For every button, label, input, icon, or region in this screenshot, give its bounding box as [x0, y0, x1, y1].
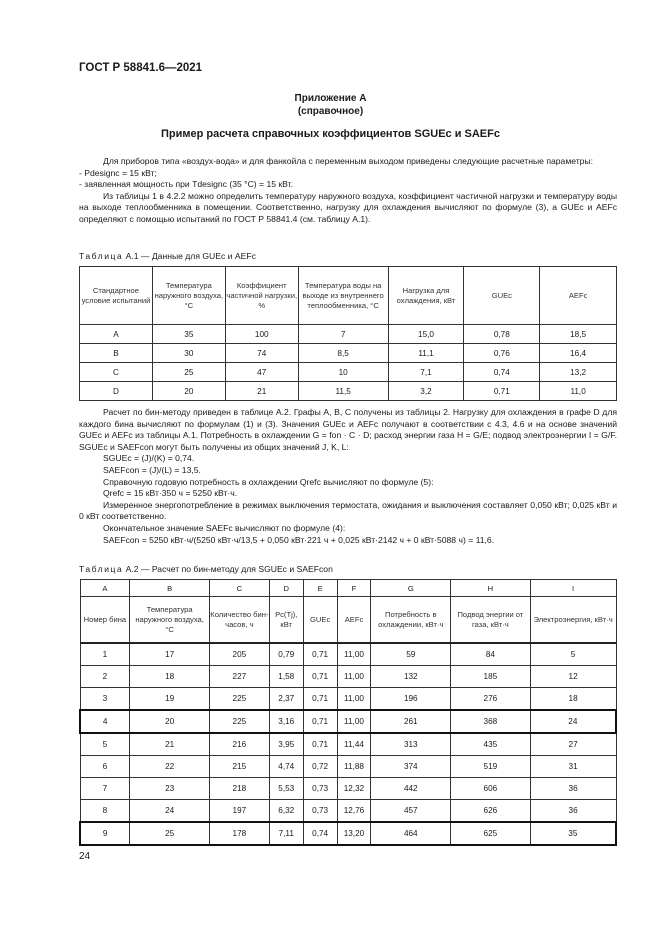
table2-caption: [79, 564, 333, 574]
table2-header-cell: AEFc: [337, 597, 371, 644]
table1-header-cell: Температура наружного воздуха, °С: [152, 267, 225, 325]
table-a1: [79, 266, 617, 401]
table-cell: 3,95: [269, 733, 303, 756]
table-cell: 16,4: [540, 344, 617, 363]
table-cell: 12,32: [337, 778, 371, 800]
table-cell: 276: [451, 688, 531, 711]
table-row: [80, 800, 616, 823]
table-cell: 0,71: [303, 710, 337, 733]
table-row: [80, 363, 617, 382]
table-row: [80, 756, 616, 778]
table2-letter-cell: B: [130, 580, 210, 597]
table2-letter-cell: A: [80, 580, 130, 597]
table1-header-cell: AEFc: [540, 267, 617, 325]
table-cell: 11,0: [540, 382, 617, 401]
table-cell: 205: [209, 643, 269, 666]
intro-paragraph-1: Для приборов типа «воздух-вода» и для фанкойла с переменным выходом приведены следующие расчетные параметры:: [103, 156, 593, 166]
table-cell: 18,5: [540, 325, 617, 344]
table-a2: [79, 579, 617, 846]
table-cell: 11,44: [337, 733, 371, 756]
table-row: [80, 666, 616, 688]
table-cell: 11,00: [337, 710, 371, 733]
table2-letter-cell: E: [303, 580, 337, 597]
table2-caption-prefix: Таблица: [79, 564, 124, 574]
table-cell: 11,00: [337, 643, 371, 666]
section-heading: Пример расчета справочных коэффициентов SGUEc и SAEFc: [161, 128, 500, 140]
table-cell: 185: [451, 666, 531, 688]
intro-text: [79, 156, 617, 226]
middle-line-saefcon: SAEFcon = (J)/(L) = 13,5.: [103, 464, 201, 475]
table-cell: 9: [80, 822, 130, 845]
table2-header-row: [80, 597, 616, 644]
table-cell: 225: [209, 710, 269, 733]
table-cell: 18: [130, 666, 210, 688]
table-cell: B: [80, 344, 153, 363]
table-cell: 519: [451, 756, 531, 778]
table-cell: 1,58: [269, 666, 303, 688]
table-cell: 30: [152, 344, 225, 363]
table-row: [80, 344, 617, 363]
table-cell: 23: [130, 778, 210, 800]
table-cell: 7,11: [269, 822, 303, 845]
table-cell: 3,2: [388, 382, 464, 401]
appendix-title: [0, 92, 661, 118]
table-cell: 625: [451, 822, 531, 845]
table-cell: 7: [80, 778, 130, 800]
table-cell: 74: [225, 344, 298, 363]
table-cell: 0,71: [464, 382, 540, 401]
table-cell: 0,79: [269, 643, 303, 666]
table-cell: 11,5: [298, 382, 388, 401]
table-cell: 313: [371, 733, 451, 756]
table-cell: 435: [451, 733, 531, 756]
table2-letter-cell: C: [209, 580, 269, 597]
table2-caption-text: А.2 — Расчет по бин-методу для SGUEc и SAEFcon: [123, 564, 333, 574]
table-cell: A: [80, 325, 153, 344]
table-cell: 606: [451, 778, 531, 800]
table2-letter-cell: G: [371, 580, 451, 597]
table-cell: 457: [371, 800, 451, 823]
table-cell: 5,53: [269, 778, 303, 800]
table-cell: 0,74: [303, 822, 337, 845]
table-cell: 8,5: [298, 344, 388, 363]
table-row: [80, 688, 616, 711]
table-cell: 10: [298, 363, 388, 382]
table-cell: 35: [152, 325, 225, 344]
table-row: [80, 822, 616, 845]
table-cell: 21: [225, 382, 298, 401]
middle-line-qrefc: Qrefc = 15 кВт·350 ч = 5250 кВт·ч.: [103, 488, 238, 499]
table2-letter-cell: H: [451, 580, 531, 597]
table-cell: 22: [130, 756, 210, 778]
table-cell: 36: [530, 778, 616, 800]
appendix-line1: Приложение А: [294, 93, 367, 104]
table2-letter-cell: F: [337, 580, 371, 597]
table2-header-cell: Pc(Tj), кВт: [269, 597, 303, 644]
table-cell: 36: [530, 800, 616, 823]
table-cell: 216: [209, 733, 269, 756]
table-cell: 196: [371, 688, 451, 711]
table-cell: 8: [80, 800, 130, 823]
table-cell: 18: [530, 688, 616, 711]
table-cell: 7,1: [388, 363, 464, 382]
table-cell: 261: [371, 710, 451, 733]
table-cell: 15,0: [388, 325, 464, 344]
table-cell: 218: [209, 778, 269, 800]
table2-letter-row: [80, 580, 616, 597]
table-row: [80, 382, 617, 401]
table-cell: 0,71: [303, 666, 337, 688]
table1-header-cell: Стандартное условие испытаний: [80, 267, 153, 325]
page-number: 24: [79, 851, 91, 862]
table-cell: 20: [130, 710, 210, 733]
middle-line-sguec: SGUEc = (J)/(K) = 0,74.: [103, 453, 195, 464]
table-cell: 7: [298, 325, 388, 344]
table-cell: 132: [371, 666, 451, 688]
table-cell: 35: [530, 822, 616, 845]
table1-header-cell: Коэффициент частичной нагрузки, %: [225, 267, 298, 325]
table-cell: 626: [451, 800, 531, 823]
table2-letter-cell: I: [530, 580, 616, 597]
middle-line-saefc-intro: Окончательное значение SAEFc вычисляют по формуле (4):: [103, 522, 346, 533]
middle-line-saefc-formula: SAEFcon = 5250 кВт·ч/(5250 кВт·ч/13,5 + 0,050 кВт·221 ч + 0,025 кВт·2142 ч + 0 кВт·5088 ч) = 11,6.: [103, 534, 495, 545]
table1-header-cell: GUEc: [464, 267, 540, 325]
table-cell: 31: [530, 756, 616, 778]
table-cell: 2: [80, 666, 130, 688]
table1-header-cell: Температура воды на выходе из внутреннего теплообменника, °С: [298, 267, 388, 325]
table-cell: 0,71: [303, 733, 337, 756]
table1-header-row: [80, 267, 617, 325]
table-cell: 0,72: [303, 756, 337, 778]
table-row: [80, 733, 616, 756]
table-cell: 4: [80, 710, 130, 733]
table-cell: 374: [371, 756, 451, 778]
middle-line-qrefc-intro: Справочную годовую потребность в охлаждении Qrefc вычисляют по формуле (5):: [103, 476, 434, 487]
table-cell: 11,88: [337, 756, 371, 778]
table2-header-cell: GUEc: [303, 597, 337, 644]
table2-letter-cell: D: [269, 580, 303, 597]
table-cell: 4,74: [269, 756, 303, 778]
table1-caption: [79, 251, 256, 261]
table-cell: 20: [152, 382, 225, 401]
table-cell: 12,76: [337, 800, 371, 823]
table-cell: 215: [209, 756, 269, 778]
table-cell: 2,37: [269, 688, 303, 711]
table-cell: 0,74: [464, 363, 540, 382]
table-cell: 13,20: [337, 822, 371, 845]
table-cell: 12: [530, 666, 616, 688]
table-cell: 0,73: [303, 800, 337, 823]
middle-paragraph-1: Расчет по бин-методу приведен в таблице А.2. Графы А, В, С получены из таблицы 2. Нагрузку для охлаждения в графе D для каждого бина вычисляют по формулам (1) и (3). Значения GUEc и AEFc получают в соответствии с 4.3, 4.6 и на основе значений GUEc и AEFc из таблицы А.1. Потребность в охлаждении G = fon · C · D; расход энергии газа H = G/E; подвод электроэнергии I = G/F. SGUEc и SAEFcon могут быть получены из общих значений J, K, L:: [79, 407, 617, 452]
table1-caption-prefix: Таблица: [79, 251, 124, 261]
table-cell: 11,1: [388, 344, 464, 363]
table-cell: 21: [130, 733, 210, 756]
table2-header-cell: Подвод энергии от газа, кВт·ч: [451, 597, 531, 644]
table-cell: 0,73: [303, 778, 337, 800]
table-cell: 5: [80, 733, 130, 756]
table2-header-cell: Номер бина: [80, 597, 130, 644]
table-cell: 464: [371, 822, 451, 845]
table-cell: 1: [80, 643, 130, 666]
table-cell: 442: [371, 778, 451, 800]
table-cell: 59: [371, 643, 451, 666]
intro-paragraph-2: Из таблицы 1 в 4.2.2 можно определить температуру наружного воздуха, коэффициент частичной нагрузки и температуру воды на выходе теплообменника в помещении. Соответственно, нагрузку для охлаждения вычисляют по формуле (3), а GUEc и AEFc определяют с помощью испытаний по ГОСТ Р 58841.4 (см. таблицу А.1).: [79, 190, 617, 224]
table-cell: 24: [130, 800, 210, 823]
table-row: [80, 778, 616, 800]
intro-item-1: - Pdesignc = 15 кВт;: [79, 167, 157, 178]
table-cell: 178: [209, 822, 269, 845]
table-cell: 3: [80, 688, 130, 711]
appendix-line2: (справочное): [297, 106, 364, 117]
table-cell: 27: [530, 733, 616, 756]
table-cell: 24: [530, 710, 616, 733]
table1-caption-text: А.1 — Данные для GUEc и AEFc: [123, 251, 256, 261]
table-cell: 19: [130, 688, 210, 711]
table-cell: 368: [451, 710, 531, 733]
table-cell: 0,71: [303, 643, 337, 666]
table2-header-cell: Потребность в охлаждении, кВт·ч: [371, 597, 451, 644]
middle-paragraph-2: Измеренное энергопотребление в режимах выключения термостата, ожидания и выключения составляет 0,050 кВт; 0,025 кВт и 0 кВт соответственно.: [79, 499, 617, 522]
table-cell: 25: [130, 822, 210, 845]
table-row: [80, 643, 616, 666]
table-cell: 11,00: [337, 688, 371, 711]
table-row: [80, 710, 616, 733]
intro-item-2: - заявленная мощность при Tdesignc (35 °С) = 15 кВт.: [79, 179, 293, 190]
table2-header-cell: Количество бин-часов, ч: [209, 597, 269, 644]
table-cell: 5: [530, 643, 616, 666]
table-cell: 6: [80, 756, 130, 778]
table-row: [80, 325, 617, 344]
table-cell: 47: [225, 363, 298, 382]
table-cell: 25: [152, 363, 225, 382]
table-cell: D: [80, 382, 153, 401]
table-cell: 197: [209, 800, 269, 823]
table1-header-cell: Нагрузка для охлаждения, кВт: [388, 267, 464, 325]
table2-header-cell: Температура наружного воздуха, °С: [130, 597, 210, 644]
document-standard-number: ГОСТ Р 58841.6—2021: [79, 62, 203, 74]
table2-header-cell: Электроэнергия, кВт·ч: [530, 597, 616, 644]
table-cell: 3,16: [269, 710, 303, 733]
bin-method-text: [79, 407, 617, 546]
table-cell: 100: [225, 325, 298, 344]
table-cell: 13,2: [540, 363, 617, 382]
table-cell: 0,76: [464, 344, 540, 363]
table-cell: 0,78: [464, 325, 540, 344]
table-cell: 17: [130, 643, 210, 666]
table-cell: C: [80, 363, 153, 382]
table-cell: 6,32: [269, 800, 303, 823]
table-cell: 11,00: [337, 666, 371, 688]
table-cell: 227: [209, 666, 269, 688]
table-cell: 225: [209, 688, 269, 711]
table-cell: 84: [451, 643, 531, 666]
table-cell: 0,71: [303, 688, 337, 711]
